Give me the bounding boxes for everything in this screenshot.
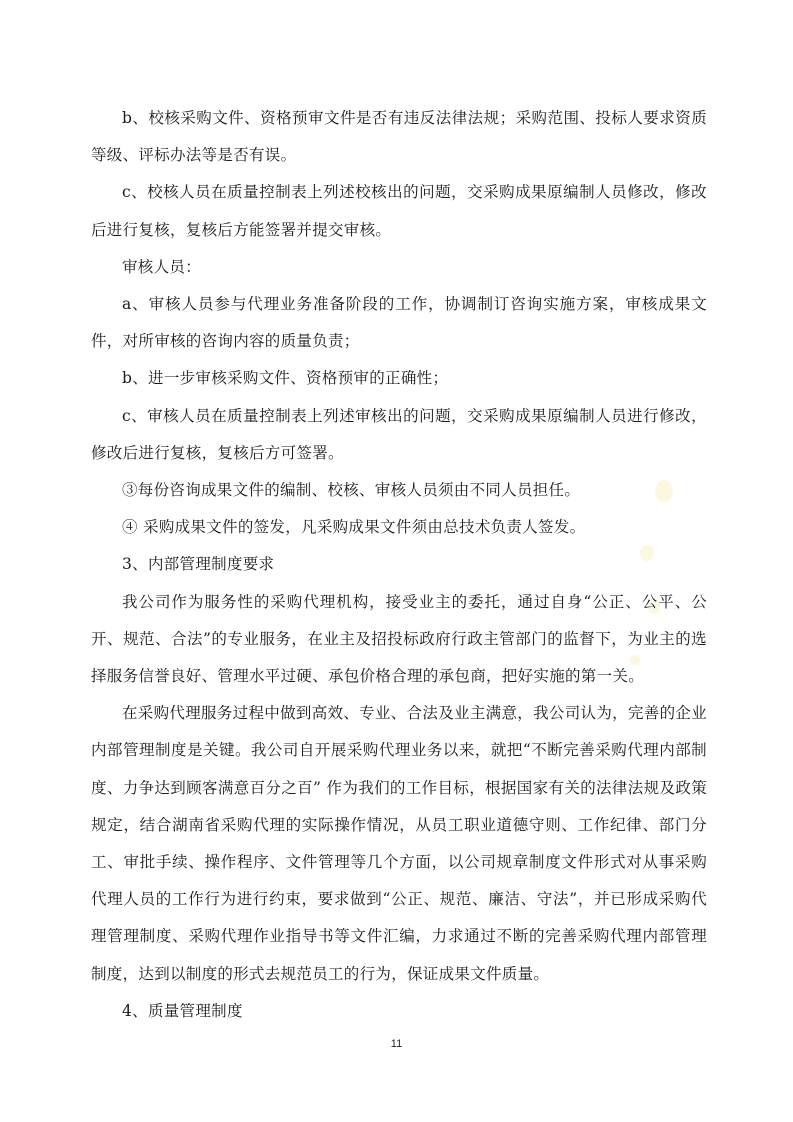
paragraph-checker-item-b: b、校核采购文件、资格预审文件是否有违反法律法规；采购范围、投标人要求资质等级、评标办法等是否有误。 <box>91 109 707 165</box>
paragraph-reviewer-item-b: b、进一步审核采购文件、资格预审的正确性； <box>122 369 449 388</box>
section-heading-internal-management: 3、内部管理制度要求 <box>122 555 275 574</box>
section-heading-quality-management: 4、质量管理制度 <box>122 1001 243 1020</box>
paragraph-company-role: 我公司作为服务性的采购代理机构，接受业主的委托，通过自身“公正、公平、公开、规范、合法”的专业服务，在业主及招投标政府行政主管部门的监督下，为业主的选择服务信誉良好、管理水平过硬、承包价格合理的承包商，把好实施的第一关。 <box>91 592 707 686</box>
paragraph-reviewer-item-c: c、审核人员在质量控制表上列述审核出的问题，交采购成果原编制人员进行修改，修改后进行复核，复核后方可签署。 <box>91 406 707 462</box>
page-number: 11 <box>390 1038 403 1050</box>
document-body <box>91 100 707 1030</box>
paragraph-checker-item-c: c、校核人员在质量控制表上列述校核出的问题，交采购成果原编制人员修改，修改后进行复核，复核后方能签署并提交审核。 <box>91 183 707 239</box>
paragraph-item-3: ③每份咨询成果文件的编制、校核、审核人员须由不同人员担任。 <box>122 481 581 500</box>
paragraph-management-system: 在采购代理服务过程中做到高效、专业、合法及业主满意，我公司认为，完善的企业内部管理制度是关键。我公司自开展采购代理业务以来，就把“不断完善采购代理内部制度、力争达到顾客满意百分之百” 作为我们的工作目标，根据国家有关的法律法规及政策规定，结合湖南省采购代理的实际操作情况，从员工职业道德守则、工作纪律、部门分工、审批手续、操作程序、文件管理等几个方面，以公司规章制度文件形式对从事采购代理人员的工作行为进行约束，要求做到“公正、规范、廉洁、守法”，并已形成采购代理管理制度、采购代理作业指导书等文件汇编，力求通过不断的完善采购代理内部管理制度，达到以制度的形式去规范员工的行为，保证成果文件质量。 <box>91 704 707 983</box>
paragraph-item-4: ④ 采购成果文件的签发，凡采购成果文件须由总技术负责人签发。 <box>122 518 586 537</box>
paragraph-reviewer-heading: 审核人员： <box>122 257 202 276</box>
paragraph-reviewer-item-a: a、审核人员参与代理业务准备阶段的工作，协调制订咨询实施方案，审核成果文件，对所审核的咨询内容的质量负责； <box>91 295 707 351</box>
